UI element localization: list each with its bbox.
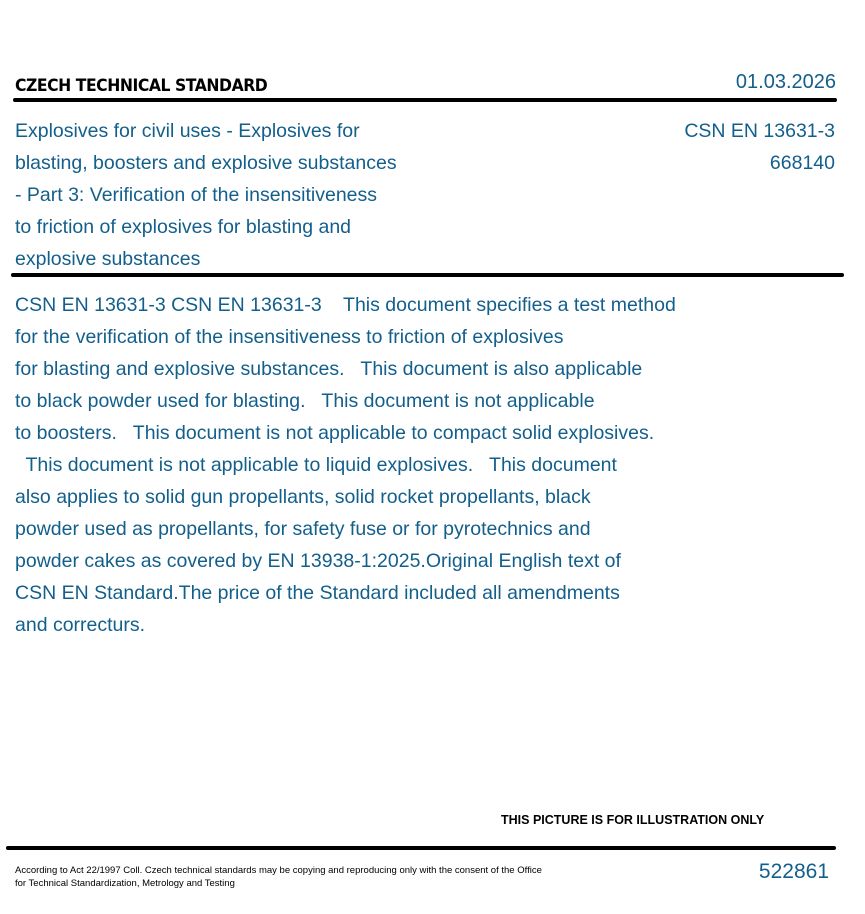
- header-divider: [13, 98, 837, 102]
- title-line: to friction of explosives for blasting and: [15, 216, 352, 238]
- product-number: 522861: [758, 860, 829, 883]
- standard-title: [15, 115, 397, 275]
- abstract-line: and correcturs.: [15, 614, 146, 636]
- document-type-label: CZECH TECHNICAL STANDARD: [15, 76, 268, 96]
- abstract-line: powder cakes as covered by EN 13938-1:2025.Original English text of: [15, 550, 621, 572]
- abstract-line: This document is not applicable to liquid explosives. This document: [15, 454, 617, 476]
- abstract-line: for blasting and explosive substances. This document is also applicable: [15, 358, 643, 380]
- standard-codes: [684, 115, 835, 179]
- title-line: - Part 3: Verification of the insensitiveness: [15, 184, 378, 206]
- standard-number: CSN EN 13631-3: [684, 120, 835, 142]
- title-line: Explosives for civil uses - Explosives for: [15, 120, 360, 142]
- abstract-line: also applies to solid gun propellants, solid rocket propellants, black: [15, 486, 591, 508]
- illustration-note: THIS PICTURE IS FOR ILLUSTRATION ONLY: [501, 813, 765, 827]
- abstract-line: to black powder used for blasting. This document is not applicable: [15, 390, 595, 412]
- legal-notice: [15, 864, 542, 890]
- abstract-line: CSN EN Standard.The price of the Standard included all amendments: [15, 582, 620, 604]
- abstract-line: CSN EN 13631-3 CSN EN 13631-3 This document specifies a test method: [15, 294, 676, 316]
- title-line: blasting, boosters and explosive substances: [15, 152, 397, 174]
- abstract-line: powder used as propellants, for safety fuse or for pyrotechnics and: [15, 518, 591, 540]
- abstract-line: to boosters. This document is not applicable to compact solid explosives.: [15, 422, 655, 444]
- footer-divider: [6, 846, 836, 850]
- legal-line: According to Act 22/1997 Coll. Czech technical standards may be copying and reproducing only with the consent of the Office: [15, 865, 542, 876]
- legal-line: for Technical Standardization, Metrology and Testing: [15, 878, 235, 889]
- abstract-line: for the verification of the insensitiveness to friction of explosives: [15, 326, 564, 348]
- catalog-number: 668140: [769, 152, 835, 174]
- publication-date: 01.03.2026: [735, 71, 836, 93]
- title-divider: [11, 273, 844, 277]
- title-line: explosive substances: [15, 248, 201, 270]
- abstract-text: [15, 289, 676, 641]
